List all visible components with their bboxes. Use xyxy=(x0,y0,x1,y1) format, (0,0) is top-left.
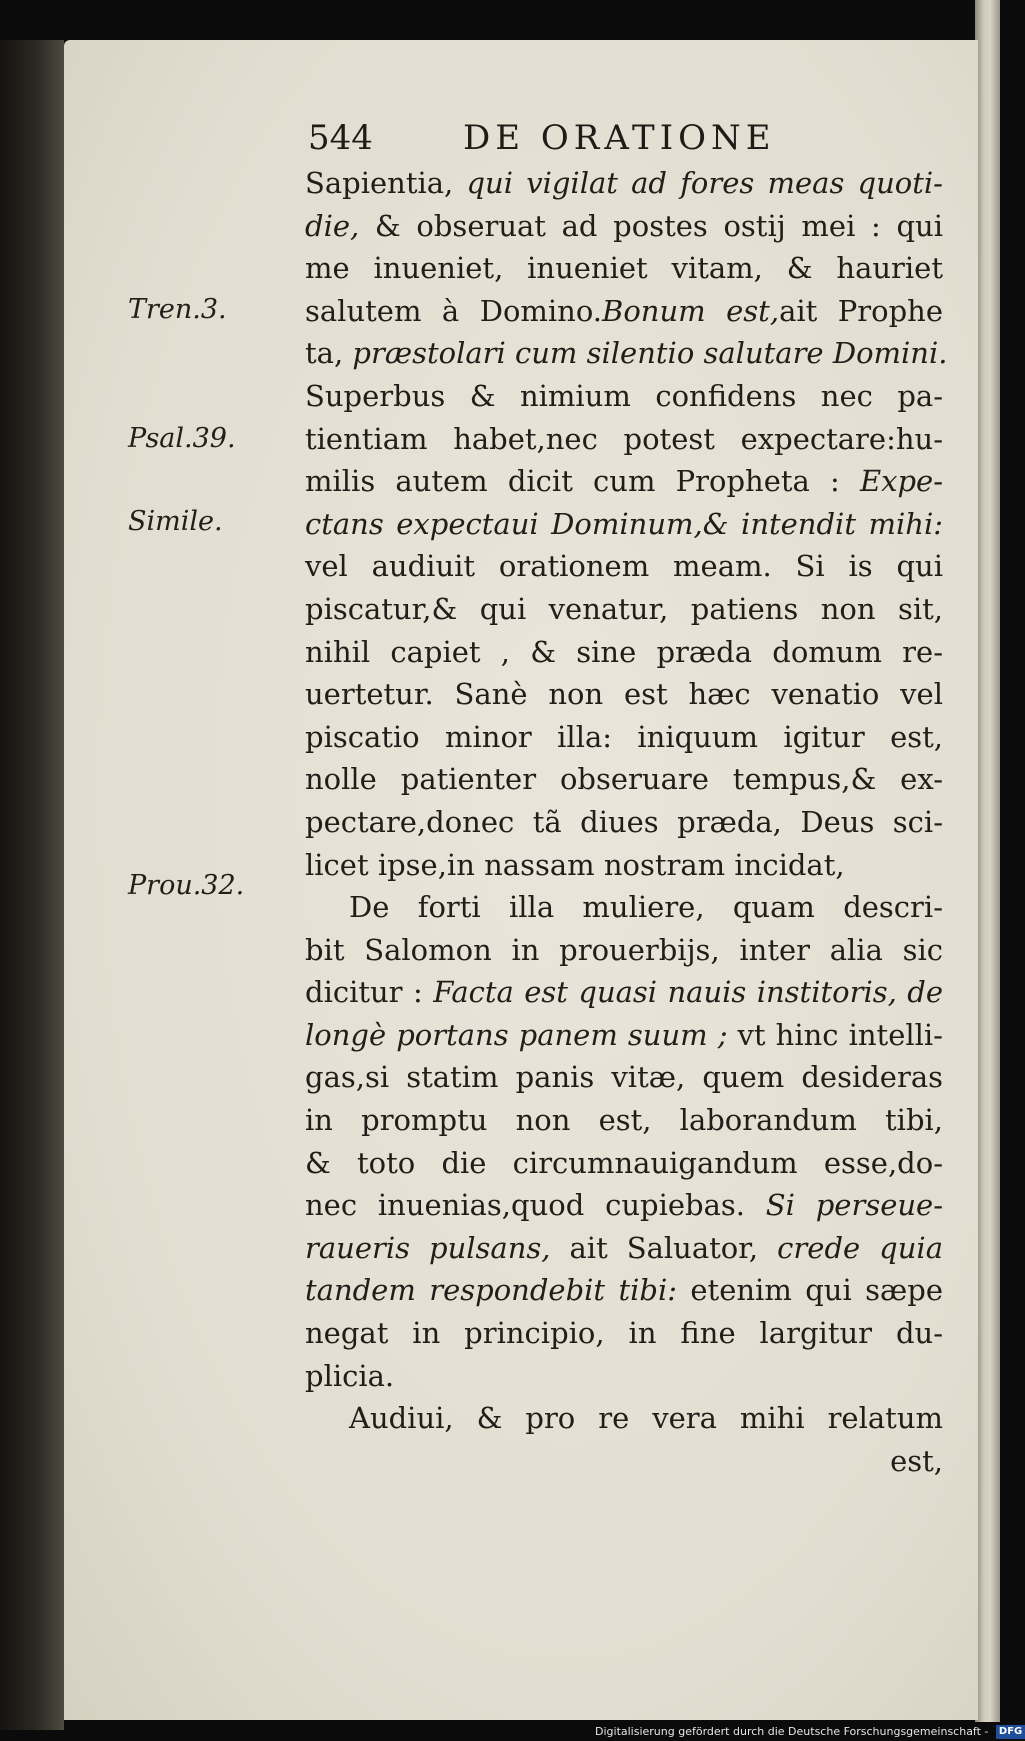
roman-text: & toto die circumnauigandum esse,do- xyxy=(305,1145,943,1180)
roman-text: piscatur,& qui venatur, patiens non sit, xyxy=(305,591,943,626)
text-line xyxy=(305,1440,943,1483)
text-line xyxy=(305,1269,943,1312)
text-line xyxy=(305,1014,943,1057)
text-line xyxy=(305,162,943,205)
roman-text: tientiam habet,nec potest expectare:hu- xyxy=(305,421,943,456)
text-line xyxy=(305,1142,943,1185)
text-line xyxy=(305,758,943,801)
marginal-note: Psal.39. xyxy=(128,423,236,454)
roman-text: est, xyxy=(890,1443,943,1478)
italic-text: die, xyxy=(305,208,360,243)
italic-text: crede quia xyxy=(777,1230,943,1265)
text-line xyxy=(305,332,948,375)
italic-text: qui vigilat ad fores meas quoti- xyxy=(466,166,943,200)
text-line xyxy=(305,1312,943,1355)
text-line xyxy=(305,801,943,844)
text-line xyxy=(305,673,943,716)
roman-text: milis autem dicit cum Propheta : xyxy=(305,464,860,499)
text-line xyxy=(305,1184,943,1227)
roman-text: Superbus & nimium confidens nec pa- xyxy=(305,378,943,413)
roman-text: nolle patienter obseruare tempus,& ex- xyxy=(305,762,943,797)
marginal-note: Tren.3. xyxy=(128,294,227,325)
page-header xyxy=(308,118,776,168)
roman-text: nihil capiet , & sine præda domum re- xyxy=(305,634,943,669)
roman-text: ait Prophe xyxy=(779,293,943,328)
text-line xyxy=(305,205,943,248)
dfg-logo-icon: DFG xyxy=(996,1725,1025,1739)
page-number: 544 xyxy=(308,118,373,158)
roman-text: nec inuenias,quod cupiebas. xyxy=(305,1188,766,1223)
roman-text: vel audiuit orationem meam. Si is qui xyxy=(305,549,943,584)
roman-text: salutem à Domino. xyxy=(305,293,603,328)
text-line xyxy=(305,971,943,1014)
running-title: DE ORATIONE xyxy=(463,118,776,158)
text-line xyxy=(305,290,943,333)
italic-text: longè portans panem suum ; xyxy=(305,1017,738,1052)
roman-text: ait Saluator, xyxy=(550,1230,778,1265)
text-line xyxy=(305,1397,943,1440)
italic-text: Facta est quasi nauis institoris, de xyxy=(433,975,943,1010)
body-text xyxy=(305,162,948,1482)
roman-text: gas,si statim panis vitæ, quem desideras xyxy=(305,1060,943,1095)
text-line xyxy=(305,503,943,546)
book-spine xyxy=(0,40,64,1730)
text-line xyxy=(305,588,943,631)
roman-text: pectare,donec tã diues præda, Deus sci- xyxy=(305,804,943,839)
text-line xyxy=(305,631,943,674)
marginal-note: Prou.32. xyxy=(128,870,245,901)
roman-text: vt hinc intelli- xyxy=(737,1017,943,1052)
roman-text: plicia. xyxy=(305,1358,395,1393)
italic-text: tandem respondebit tibi: xyxy=(305,1273,691,1308)
roman-text: etenim qui sæpe xyxy=(690,1273,943,1308)
text-line xyxy=(305,886,943,929)
roman-text: dicitur : xyxy=(305,975,434,1010)
italic-text: præstolari cum silentio salutare Domini. xyxy=(352,336,948,371)
roman-text: Audiui, & pro re vera mihi relatum xyxy=(349,1401,943,1436)
text-line xyxy=(305,929,943,972)
roman-text: De forti illa muliere, quam descri- xyxy=(349,890,943,925)
text-line xyxy=(305,1099,943,1142)
italic-text: raueris pulsans, xyxy=(305,1230,551,1265)
text-line xyxy=(305,418,943,461)
text-line xyxy=(305,1056,943,1099)
roman-text: piscatio minor illa: iniquum igitur est, xyxy=(305,719,943,754)
roman-text: & obseruat ad postes ostij mei : qui xyxy=(359,208,943,243)
roman-text: negat in principio, in fine largitur du- xyxy=(305,1316,943,1351)
text-line xyxy=(305,545,943,588)
credit-text: Digitalisierung gefördert durch die Deutsche Forschungsgemeinschaft - xyxy=(595,1725,989,1738)
text-line xyxy=(305,1227,943,1270)
roman-text: licet ipse,in nassam nostram incidat, xyxy=(305,847,845,882)
text-line xyxy=(305,844,943,887)
italic-text: Bonum est, xyxy=(602,293,780,328)
text-line xyxy=(305,247,943,290)
roman-text: bit Salomon in prouerbijs, inter alia sic xyxy=(305,932,943,967)
text-line xyxy=(305,375,943,418)
italic-text: Expe- xyxy=(859,464,943,499)
italic-text: Si perseue- xyxy=(765,1188,943,1223)
roman-text: in promptu non est, laborandum tibi, xyxy=(305,1103,943,1138)
roman-text: Sapientia, xyxy=(305,166,467,200)
digitization-credit xyxy=(595,1722,1025,1741)
text-line xyxy=(305,1355,943,1398)
roman-text: uertetur. Sanè non est hæc venatio vel xyxy=(305,677,943,712)
page-edges xyxy=(975,0,1000,1722)
text-line xyxy=(305,716,943,759)
marginal-note: Simile. xyxy=(128,506,223,537)
roman-text: ta, xyxy=(305,336,353,371)
italic-text: ctans expectaui Dominum,& intendit mihi: xyxy=(305,506,943,541)
text-line xyxy=(305,460,943,503)
roman-text: me inueniet, inueniet vitam, & hauriet xyxy=(305,251,943,286)
